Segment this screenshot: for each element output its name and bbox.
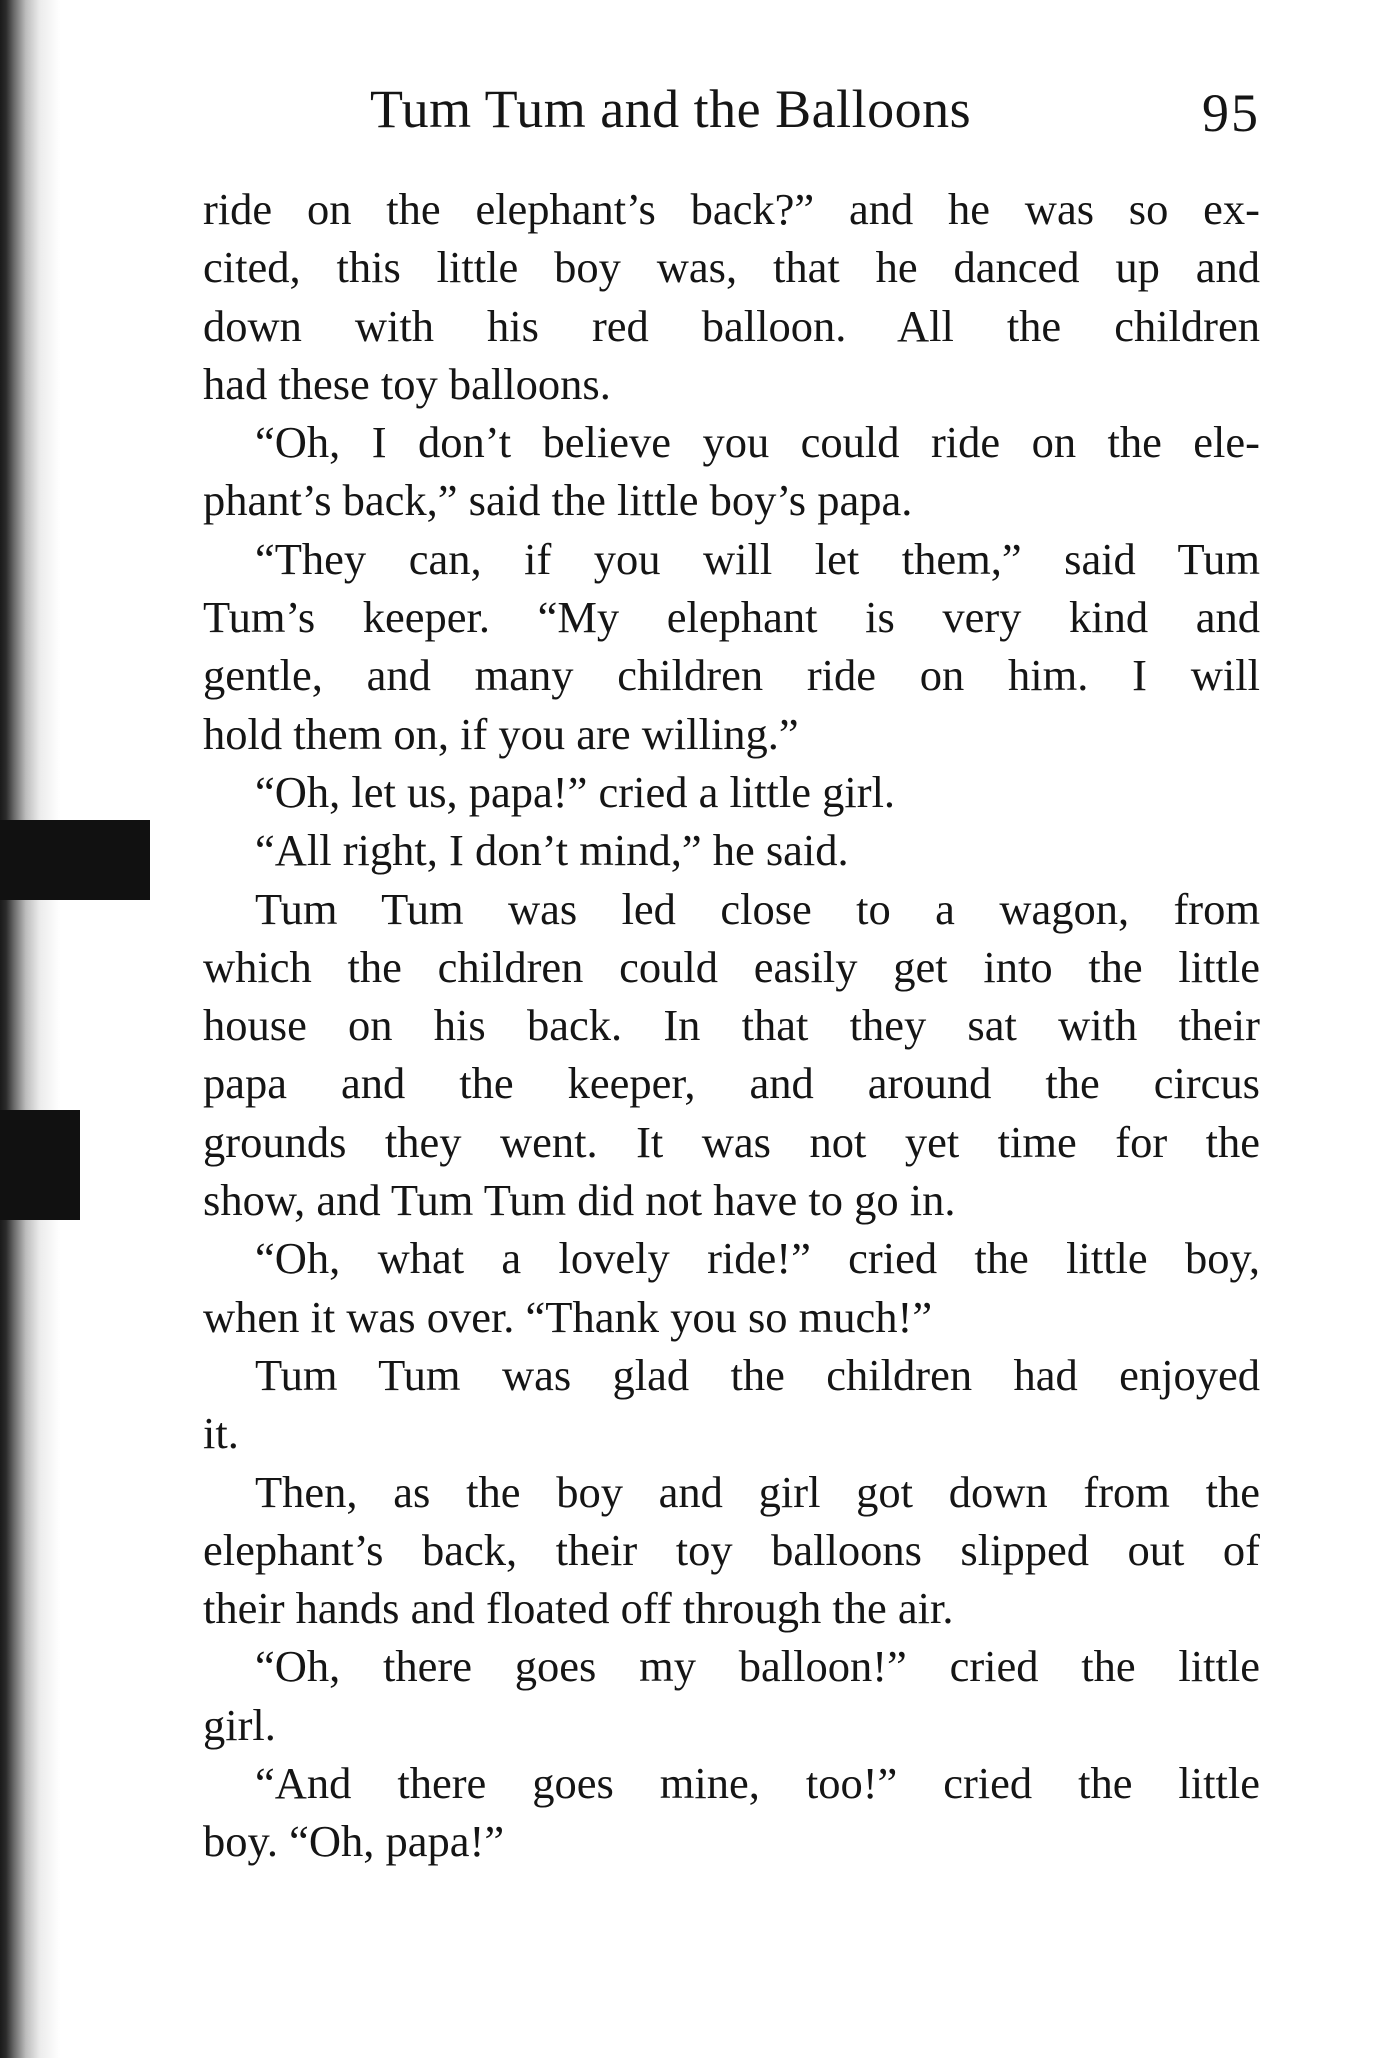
running-head [200, 78, 1260, 148]
scan-artifact [0, 1110, 80, 1220]
text-line: Tum’s keeper. “My elephant is very kind and [203, 592, 1260, 643]
text-line: Tum Tum was led close to a wagon, from [255, 883, 1260, 934]
text-line: when it was over. “Thank you so much!” [203, 1291, 933, 1342]
running-head-title: Tum Tum and the Balloons [370, 79, 972, 139]
text-line: ride on the elephant’s back?” and he was so ex- [203, 184, 1260, 234]
text-line: their hands and floated off through the air. [203, 1583, 954, 1634]
text-line: it. [203, 1408, 239, 1459]
body-text [203, 180, 1260, 1871]
text-line: hold them on, if you are willing.” [203, 708, 799, 759]
text-line: grounds they went. It was not yet time for the [203, 1116, 1260, 1167]
text-line: which the children could easily get into the little [203, 941, 1260, 992]
text-line: papa and the keeper, and around the circus [203, 1058, 1260, 1109]
text-line: show, and Tum Tum did not have to go in. [203, 1175, 956, 1226]
page-number: 95 [1202, 83, 1260, 143]
text-line: house on his back. In that they sat with their [203, 1000, 1260, 1051]
text-line: boy. “Oh, papa!” [203, 1816, 505, 1867]
text-line: “And there goes mine, too!” cried the little [255, 1758, 1260, 1809]
text-line: elephant’s back, their toy balloons slipped out of [203, 1524, 1260, 1575]
text-line: “They can, if you will let them,” said Tum [255, 533, 1260, 584]
text-line: “Oh, I don’t believe you could ride on the ele- [255, 417, 1260, 468]
scan-artifact [0, 820, 150, 900]
text-line: gentle, and many children ride on him. I will [203, 650, 1260, 701]
text-line: “Oh, what a lovely ride!” cried the little boy, [255, 1233, 1260, 1284]
text-line: Then, as the boy and girl got down from the [255, 1466, 1260, 1517]
text-line: “Oh, there goes my balloon!” cried the little [255, 1641, 1260, 1692]
text-line: cited, this little boy was, that he danced up and [203, 242, 1260, 293]
text-line: phant’s back,” said the little boy’s papa. [203, 475, 913, 526]
text-line: “Oh, let us, papa!” cried a little girl. [255, 766, 896, 817]
text-line: Tum Tum was glad the children had enjoyed [255, 1349, 1260, 1400]
text-line: had these toy balloons. [203, 358, 611, 409]
text-line: down with his red balloon. All the children [203, 300, 1260, 351]
text-line: “All right, I don’t mind,” he said. [255, 825, 849, 876]
text-line: girl. [203, 1699, 276, 1750]
binding-shadow [0, 0, 60, 2058]
